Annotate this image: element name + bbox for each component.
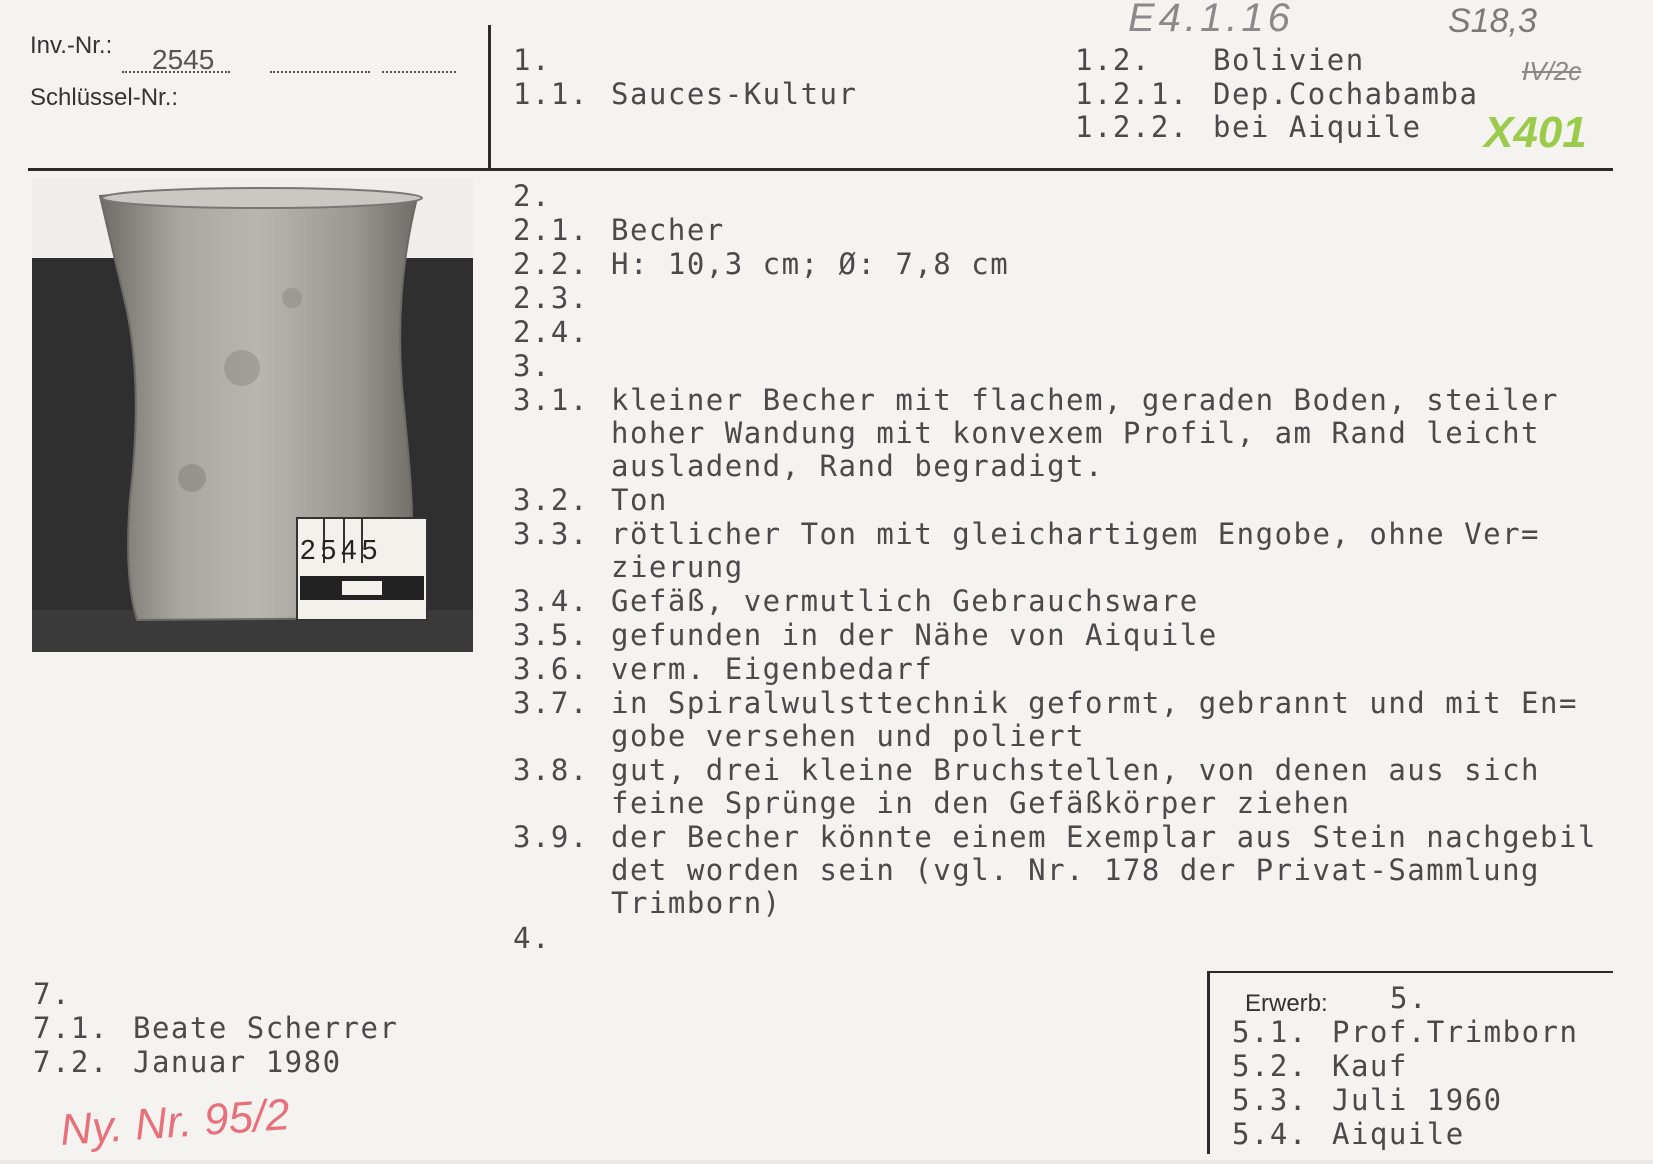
section-4-number: 4. <box>513 921 551 955</box>
field-1-1-number: 1.1. <box>513 77 589 111</box>
section-1-number: 1. <box>513 43 551 77</box>
field-3-2-line-1: Ton <box>611 483 668 517</box>
field-3-8-number: 3.8. <box>513 753 589 787</box>
handwritten-struck-code: IV/2c <box>1522 56 1582 86</box>
field-7-2 <box>33 1046 342 1079</box>
field-3-3-line-1: rötlicher Ton mit gleichartigem Engobe, ohne Ver= <box>611 517 1541 551</box>
field-3-4-number: 3.4. <box>513 584 589 618</box>
photo-tag-number: 2545 <box>300 534 383 565</box>
field-3-8-line-2: feine Sprünge in den Gefäßkörper ziehen <box>611 786 1351 820</box>
field-7-2-value: Januar 1980 <box>133 1045 342 1079</box>
field-1-1 <box>513 78 857 111</box>
object-photo <box>32 178 473 652</box>
field-3-5-line-1: gefunden in der Nähe von Aiquile <box>611 618 1218 652</box>
inventory-number-value: 2545 <box>152 44 215 75</box>
field-3-8-line-1: gut, drei kleine Bruchstellen, von denen aus sich <box>611 753 1541 787</box>
field-5-2 <box>1232 1050 1408 1083</box>
field-3-7-line-1: in Spiralwulsttechnik geformt, gebrannt und mit En= <box>611 686 1578 720</box>
field-3-6-line-1: verm. Eigenbedarf <box>611 652 934 686</box>
field-3-7-number: 3.7. <box>513 686 589 720</box>
field-3-4-line-1: Gefäß, vermutlich Gebrauchsware <box>611 584 1199 618</box>
field-3-6-number: 3.6. <box>513 652 589 686</box>
field-5-3 <box>1232 1084 1503 1117</box>
field-2-2-value: H: 10,3 cm; Ø: 7,8 cm <box>611 247 1010 281</box>
field-1-2-number: 1.2. <box>1075 43 1151 77</box>
field-2-3 <box>513 282 611 315</box>
inventory-number-line <box>122 71 230 73</box>
field-1-1-value: Sauces-Kultur <box>611 77 858 111</box>
field-5-1-number: 5.1. <box>1232 1015 1308 1049</box>
field-3-2-number: 3.2. <box>513 483 589 517</box>
handwritten-location-code: E4.1.16 <box>1128 0 1294 40</box>
field-3-1-number: 3.1. <box>513 383 589 417</box>
beaker-photo-image <box>32 178 473 652</box>
field-3-1-line-1: kleiner Becher mit flachem, geraden Boden, steiler <box>611 383 1559 417</box>
field-7-2-number: 7.2. <box>33 1045 109 1079</box>
section-5-number: 5. <box>1390 981 1428 1015</box>
section-7-number: 7. <box>33 977 71 1011</box>
section-3-number: 3. <box>513 349 551 383</box>
field-5-4-number: 5.4. <box>1232 1117 1308 1151</box>
inventory-number-label: Inv.-Nr.: <box>30 32 113 59</box>
field-5-1 <box>1232 1016 1578 1049</box>
acquisition-box-top-rule <box>1208 971 1613 973</box>
field-3-9-line-2: det worden sein (vgl. Nr. 178 der Privat-Sammlung <box>611 853 1541 887</box>
field-2-2 <box>513 248 1009 281</box>
field-5-4-value: Aiquile <box>1332 1117 1465 1151</box>
field-3-9-line-1: der Becher könnte einem Exemplar aus Stein nachgebil <box>611 820 1597 854</box>
field-5-3-value: Juli 1960 <box>1332 1083 1503 1117</box>
field-3-5-number: 3.5. <box>513 618 589 652</box>
field-1-2-1-number: 1.2.1. <box>1075 77 1189 111</box>
field-3-1-line-2: hoher Wandung mit konvexem Profil, am Rand leicht <box>611 416 1541 450</box>
field-2-3-number: 2.3. <box>513 281 589 315</box>
field-1-2-2-number: 1.2.2. <box>1075 110 1189 144</box>
handwritten-shelf-code: S18,3 <box>1448 2 1537 40</box>
inventory-number-line-3 <box>382 71 456 73</box>
field-3-1-line-3: ausladend, Rand begradigt. <box>611 449 1104 483</box>
field-2-2-number: 2.2. <box>513 247 589 281</box>
field-2-4 <box>513 316 611 349</box>
field-3-3-number: 3.3. <box>513 517 589 551</box>
header-divider-vertical <box>488 25 491 168</box>
field-1-2-2-value: bei Aiquile <box>1213 110 1422 144</box>
inventory-number-line-2 <box>270 71 370 73</box>
field-3-7-line-2: gobe versehen und poliert <box>611 719 1085 753</box>
field-2-4-number: 2.4. <box>513 315 589 349</box>
field-7-1-number: 7.1. <box>33 1011 109 1045</box>
field-1-2-1-value: Dep.Cochabamba <box>1213 77 1479 111</box>
handwritten-green-code: X401 <box>1484 108 1587 157</box>
acquisition-label: Erwerb: <box>1245 990 1328 1017</box>
field-1-2-value: Bolivien <box>1213 43 1365 77</box>
section-2-number: 2. <box>513 179 551 213</box>
field-2-1 <box>513 214 725 247</box>
field-5-2-number: 5.2. <box>1232 1049 1308 1083</box>
key-number-label: Schlüssel-Nr.: <box>30 84 179 111</box>
field-3-9-number: 3.9. <box>513 820 589 854</box>
header-divider-horizontal <box>28 168 1613 171</box>
acquisition-box-left-rule <box>1207 971 1210 1154</box>
field-1-2-1 <box>1075 78 1478 111</box>
field-5-4 <box>1232 1118 1465 1151</box>
field-7-1 <box>33 1012 398 1045</box>
handwritten-red-note: Ny. Nr. 95/2 <box>58 1090 292 1155</box>
field-1-2-2 <box>1075 111 1422 144</box>
field-5-1-value: Prof.Trimborn <box>1332 1015 1579 1049</box>
field-2-1-number: 2.1. <box>513 213 589 247</box>
field-3-9-line-3: Trimborn) <box>611 886 782 920</box>
field-1-2 <box>1075 44 1365 77</box>
field-3-3-line-2: zierung <box>611 550 744 584</box>
field-5-3-number: 5.3. <box>1232 1083 1308 1117</box>
field-2-1-value: Becher <box>611 213 725 247</box>
field-5-2-value: Kauf <box>1332 1049 1408 1083</box>
field-7-1-value: Beate Scherrer <box>133 1011 399 1045</box>
